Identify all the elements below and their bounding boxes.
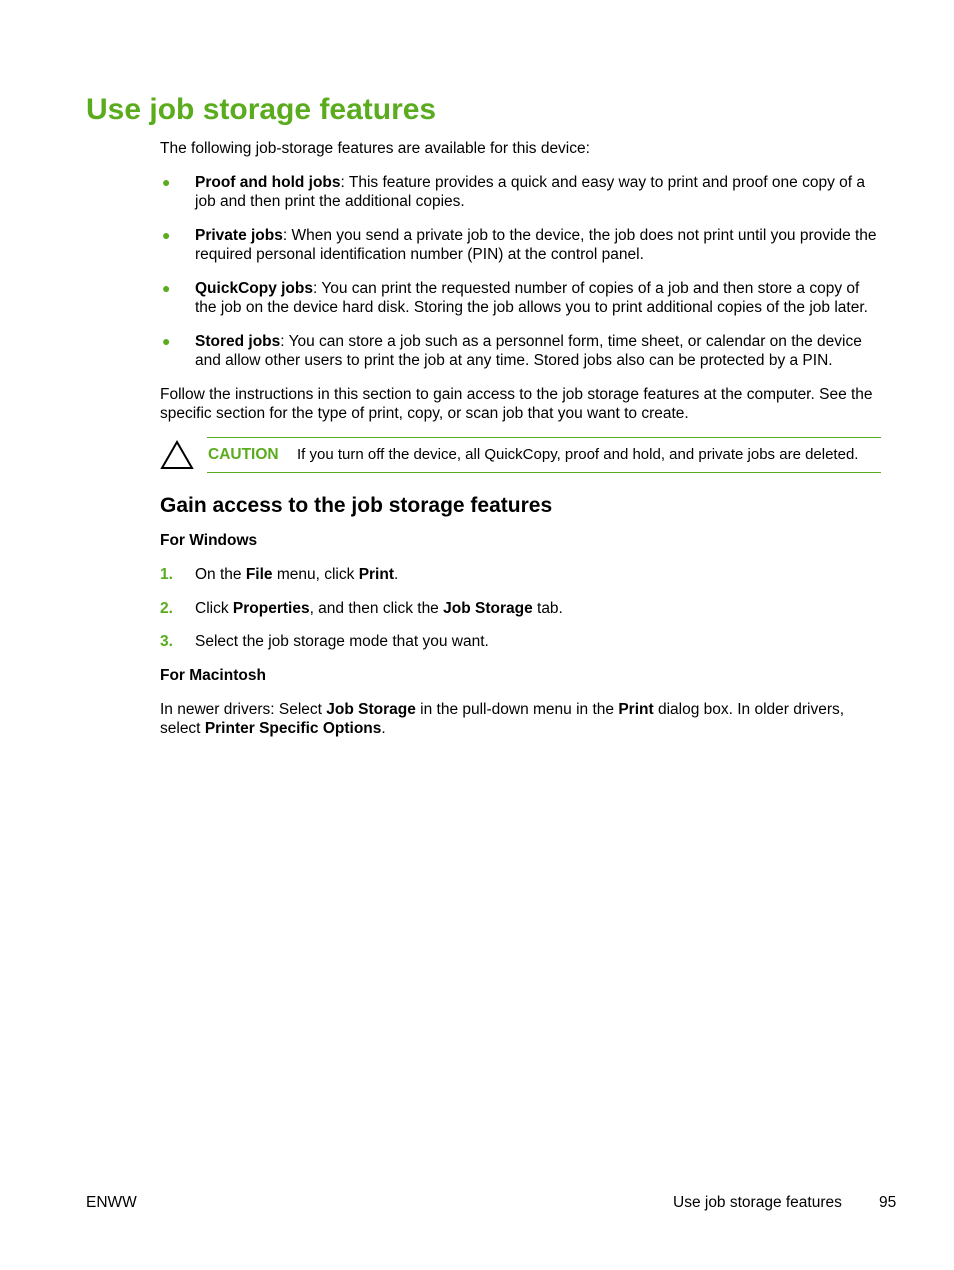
windows-heading: For Windows [160, 532, 258, 549]
feature-term: QuickCopy jobs [195, 280, 313, 297]
intro-text: The following job-storage features are available for this device: [160, 140, 590, 157]
step-number: 3. [160, 633, 173, 650]
feature-description: : When you send a private job to the device, the job does not print until you provide the required personal identification number (PIN) at the control panel. [195, 227, 877, 263]
page-number: 95 [879, 1194, 897, 1211]
text-run: . [394, 566, 399, 583]
feature-term: Proof and hold jobs [195, 174, 341, 191]
ui-term: Printer Specific Options [204, 720, 382, 737]
feature-description: : You can print the requested number of copies of a job and then store a copy of the job on the device hard disk. Storing the job allows you to print additional copies of the job later. [195, 280, 868, 316]
text-run: in the pull-down menu in the [415, 701, 619, 718]
step-item [160, 632, 884, 651]
step-number: 1. [160, 566, 173, 583]
section-heading: Gain access to the job storage features [160, 494, 553, 517]
bullet-icon: ● [162, 174, 171, 190]
caution-text: If you turn off the device, all QuickCopy, proof and hold, and private jobs are deleted. [297, 446, 859, 463]
bullet-icon: ● [162, 333, 171, 349]
ui-term: Print [358, 566, 394, 583]
feature-term: Private jobs [195, 227, 283, 244]
text-run: Select the job storage mode that you want. [195, 633, 489, 650]
bullet-icon: ● [162, 280, 171, 296]
caution-note [207, 437, 881, 473]
bullet-icon: ● [162, 227, 171, 243]
ui-term: Job Storage [443, 600, 533, 617]
text-run: On the [195, 566, 246, 583]
instructions-paragraph: Follow the instructions in this section to gain access to the job storage features at the computer. See the specific section for the type of print, copy, or scan job that you want to create. [160, 386, 873, 422]
mac-instructions [160, 700, 884, 738]
text-run: . [381, 720, 386, 737]
feature-description: : This feature provides a quick and easy way to print and proof one copy of a job and then print the additional copies. [195, 174, 865, 210]
page-title: Use job storage features [86, 93, 437, 126]
step-item [160, 565, 884, 584]
text-run: dialog box. In older drivers, select [160, 701, 845, 737]
feature-term: Stored jobs [195, 333, 281, 350]
ui-term: Properties [232, 600, 310, 617]
text-run: , and then click the [309, 600, 444, 617]
ui-term: Job Storage [326, 701, 416, 718]
feature-description: : You can store a job such as a personnel form, time sheet, or calendar on the device and allow other users to print the job at any time. Stored jobs also can be protected by a PIN. [195, 333, 862, 369]
step-item [160, 599, 884, 618]
footer-section-name: Use job storage features [673, 1194, 842, 1211]
ui-term: File [245, 566, 273, 583]
step-text [195, 599, 563, 618]
ui-term: Print [618, 701, 654, 718]
step-number: 2. [160, 600, 173, 617]
text-run: menu, click [272, 566, 359, 583]
text-run: tab. [532, 600, 563, 617]
mac-heading: For Macintosh [160, 667, 266, 684]
text-run: In newer drivers: Select [160, 701, 327, 718]
footer-left: ENWW [86, 1194, 137, 1211]
step-text [195, 565, 398, 584]
caution-label: CAUTION [208, 446, 279, 463]
text-run: Click [195, 600, 233, 617]
caution-triangle-icon [160, 440, 194, 470]
step-text [195, 632, 489, 651]
